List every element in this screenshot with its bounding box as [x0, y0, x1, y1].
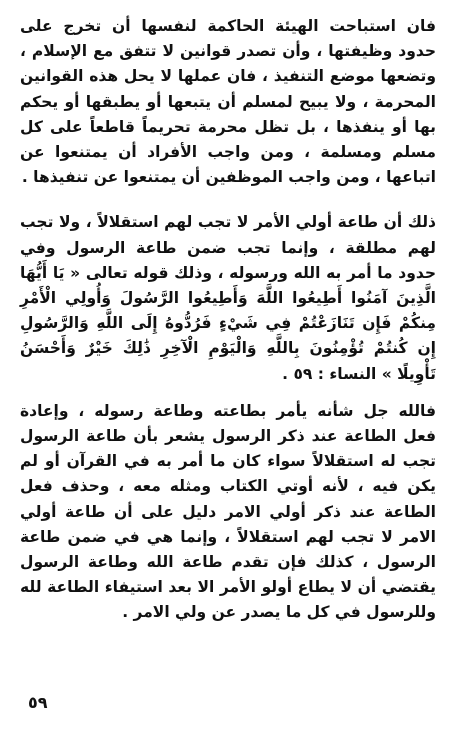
- paragraph-1: فان استباحت الهيئة الحاكمة لنفسها أن تخرج على حدود وظيفتها ، وأن تصدر قوانين لا تتفق مع الإسلام ، وتضعها موضع التنفيذ ، فان عملها لا يحل هذه القوانين المحرمة ، ولا يبيح لمسلم أن يتبعها أو يطبقها أو يحكم بها أو ينفذها ، بل تظل محرمة تحريماً قاطعاً على كل مسلم ومسلمة ، ومن واجب الأفراد أن يمتنعوا عن اتباعها ، ومن واجب الموظفين أن يمتنعوا عن تنفيذها .: [20, 17, 436, 187]
- page-number: ٥٩: [28, 693, 48, 712]
- paragraph-3: فالله جل شأنه يأمر بطاعته وطاعة رسوله ، وإعادة فعل الطاعة عند ذكر الرسول يشعر بأن طاعة الرسول تجب له استقلالاً سواء كان ما أمر به في القرآن أو لم يكن فيه ، لأنه أوتي الكتاب ومثله معه ، وحذف فعل الطاعة عند ذكر أولي الامر دليل على أن طاعة أولي الامر لا تجب لهم استقلالاً ، وإنما هي في ضمن طاعة الرسول ، كذلك فإن تقدم طاعة الله وطاعة الرسول يقتضي أن لا يطاع أولو الأمر الا بعد استيفاء الطاعة لله وللرسول في كل ما يصدر عن ولي الامر .: [20, 401, 436, 622]
- paragraph-2: ذلك أن طاعة أولي الأمر لا تجب لهم استقلالاً ، ولا تجب لهم مطلقة ، وإنما تجب ضمن طاعة الرسول وفي حدود ما أمر به الله ورسوله ، وذلك قوله تعالى « يَا أَيُّهَا الَّذِينَ آمَنُوا أَطِيعُوا اللَّهَ وَأَطِيعُوا الرَّسُولَ وَأُولِي الْأَمْرِ مِنكُمْ فَإِن تَنَازَعْتُمْ فِي شَيْءٍ فَرُدُّوهُ إِلَى اللَّهِ وَالرَّسُولِ إِن كُنتُمْ تُؤْمِنُونَ بِاللَّهِ وَالْيَوْمِ الْآخِرِ ذَٰلِكَ خَيْرٌ وَأَحْسَنُ تَأْوِيلًا » النساء : ٥٩ .: [20, 213, 436, 383]
